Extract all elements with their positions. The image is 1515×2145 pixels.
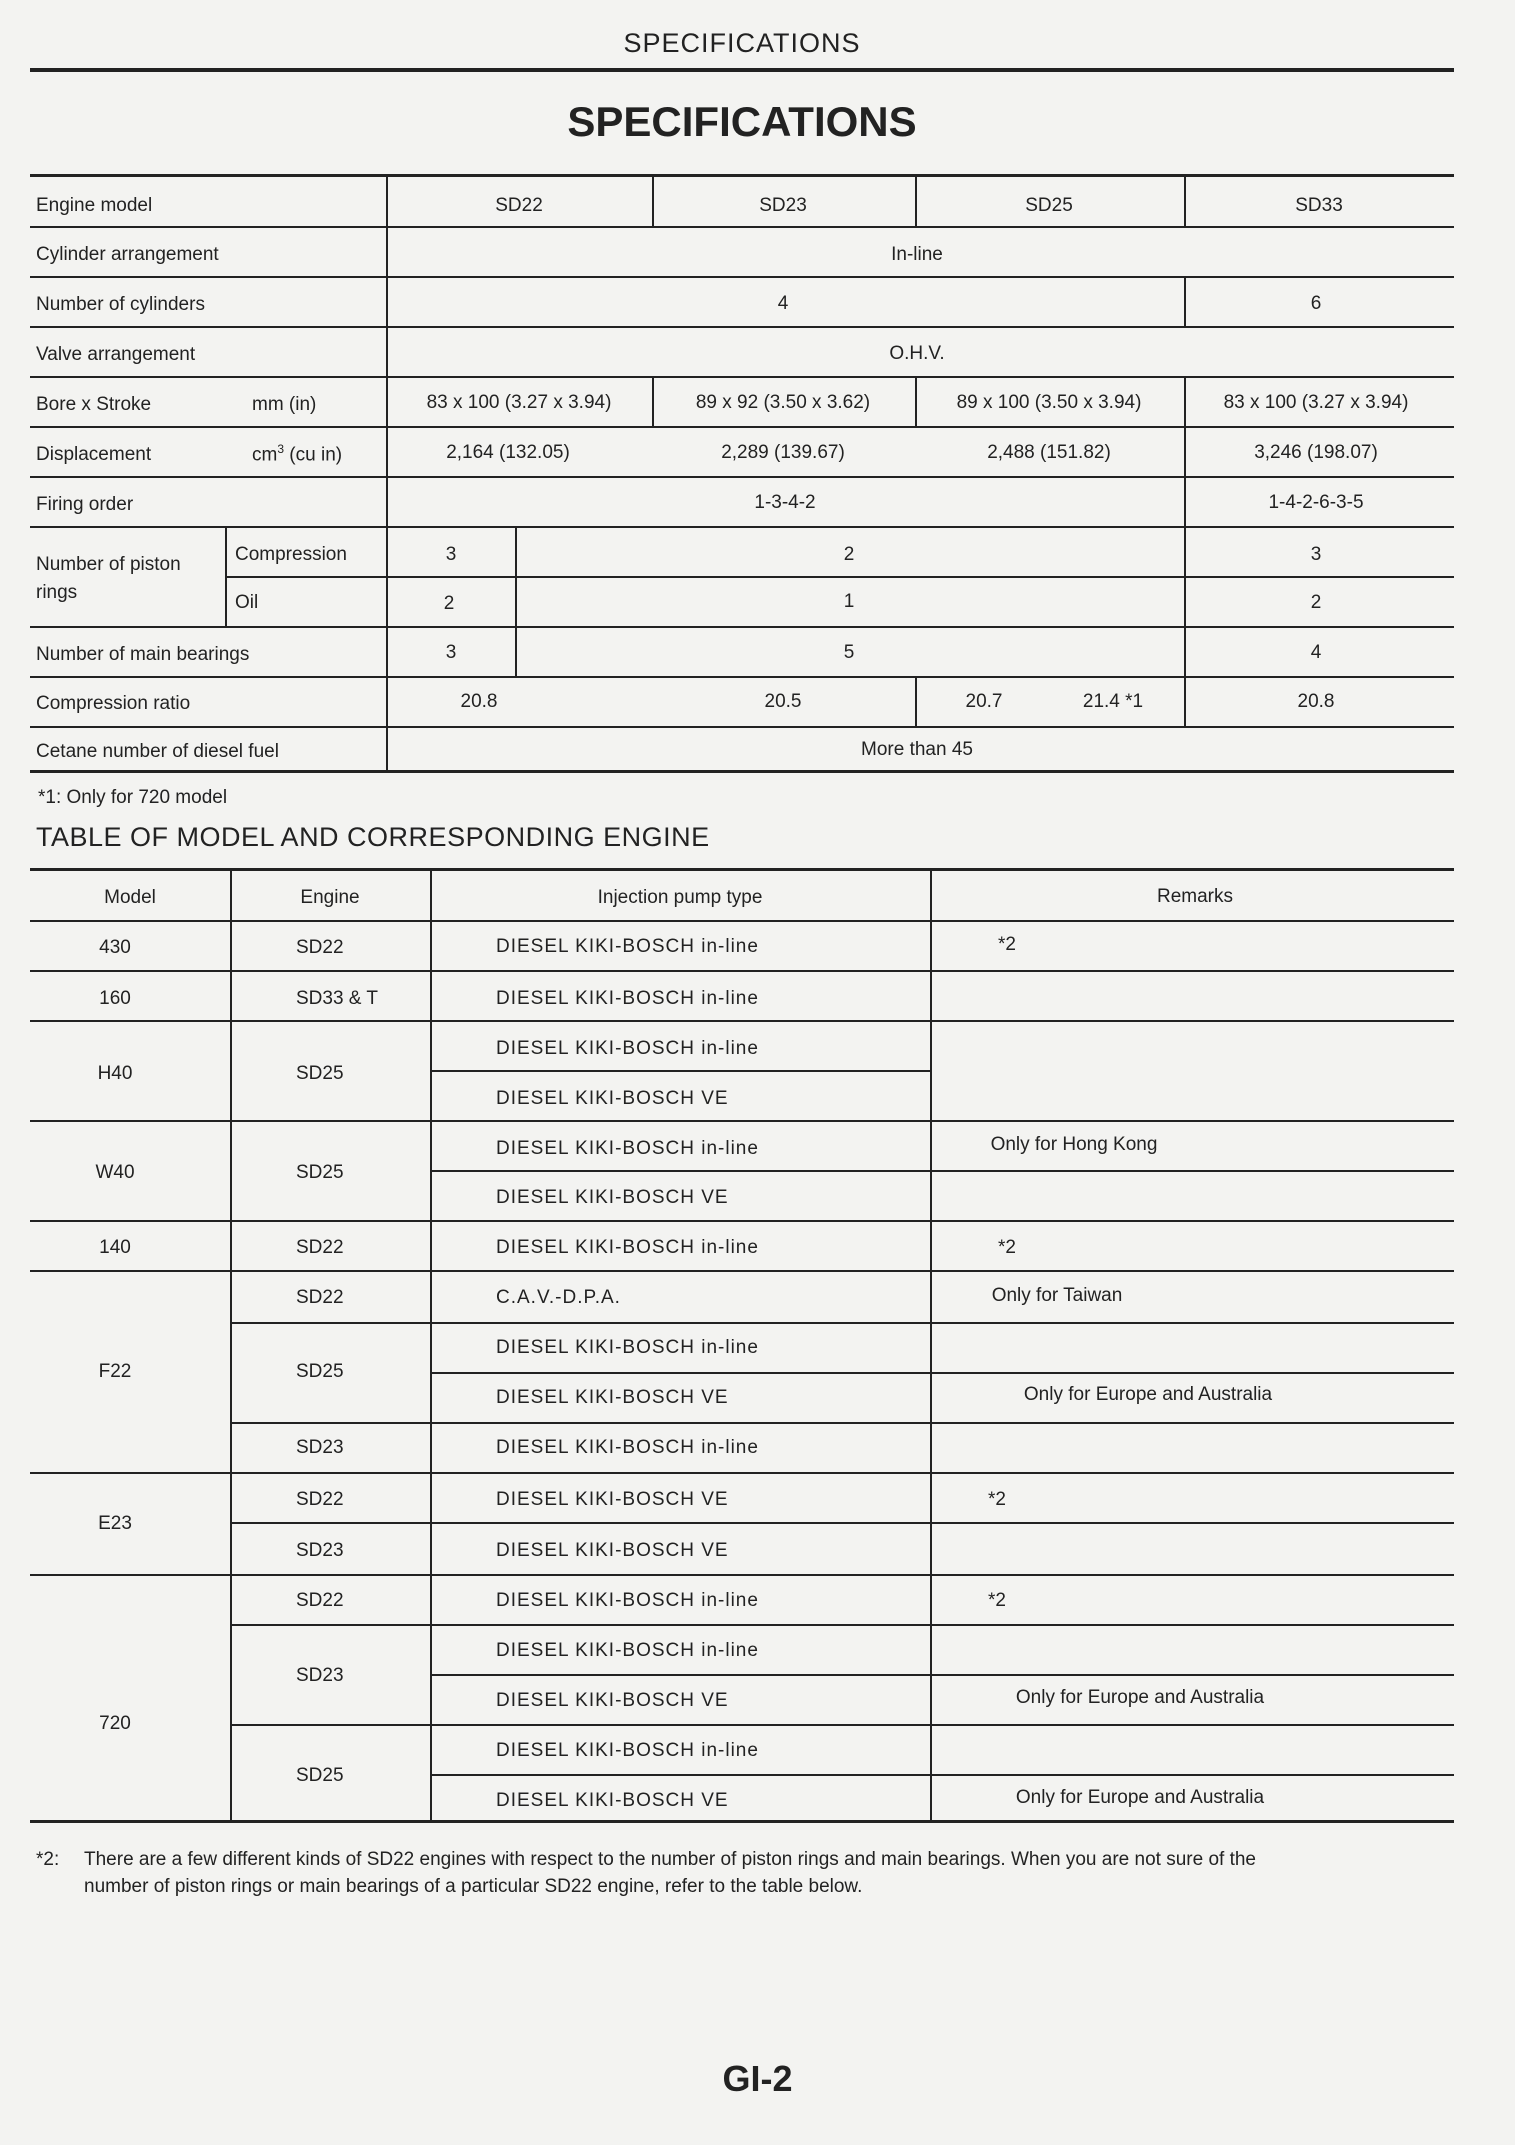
firing-order-sd22-25: 1-3-4-2 <box>754 492 816 513</box>
model-720: 720 <box>99 1713 131 1734</box>
model-rule-top <box>30 868 1454 871</box>
firing-order-label: Firing order <box>36 494 134 515</box>
model-rule <box>430 1774 1454 1776</box>
model-sd25-header: SD25 <box>1025 195 1073 216</box>
spec-rule <box>225 576 1454 578</box>
oil-rings-sd33: 2 <box>1310 592 1322 613</box>
pump-cell: DIESEL KIKI-BOSCH VE <box>496 1088 729 1109</box>
remarks-cell: *2 <box>988 1489 1006 1510</box>
spec-rule <box>30 676 1454 678</box>
main-bearings-sd22: 3 <box>445 642 457 663</box>
compression-ratio-label: Compression ratio <box>36 693 191 714</box>
spec-vrule <box>515 526 517 676</box>
compression-ratio-sd23: 20.5 <box>764 691 802 712</box>
engine-cell: SD25 <box>296 1162 344 1183</box>
compression-ratio-sd25-a: 20.7 <box>965 691 1003 712</box>
engine-cell: SD22 <box>296 937 344 958</box>
compression-rings-sd33: 3 <box>1310 544 1322 565</box>
model-e23: E23 <box>98 1513 132 1534</box>
pump-header: Injection pump type <box>597 887 763 908</box>
engine-cell: SD23 <box>296 1540 344 1561</box>
pump-cell: C.A.V.-D.P.A. <box>496 1287 621 1308</box>
cetane-value: More than 45 <box>861 739 973 760</box>
remarks-cell: *2 <box>998 1237 1016 1258</box>
footnote-2-line2: number of piston rings or main bearings of a particular SD22 engine, refer to the table below. <box>84 1876 863 1897</box>
oil-rings-sd23-25: 1 <box>843 591 855 612</box>
displacement-sd22: 2,164 (132.05) <box>446 442 570 463</box>
displacement-sd23: 2,289 (139.67) <box>721 442 845 463</box>
spec-vrule <box>915 376 917 426</box>
pump-cell: DIESEL KIKI-BOSCH VE <box>496 1187 729 1208</box>
valve-arrangement-label: Valve arrangement <box>36 344 196 365</box>
bore-stroke-unit: mm (in) <box>252 394 317 415</box>
main-bearings-label: Number of main bearings <box>36 644 250 665</box>
model-rule <box>430 1674 1454 1676</box>
pump-cell: DIESEL KIKI-BOSCH in-line <box>496 1437 759 1458</box>
engine-model-label: Engine model <box>36 195 153 216</box>
compression-rings-sd23-25: 2 <box>843 544 855 565</box>
engine-cell: SD22 <box>296 1237 344 1258</box>
spec-vrule <box>1184 276 1186 326</box>
oil-rings-sd22: 2 <box>443 593 455 614</box>
spec-rule <box>30 376 1454 378</box>
firing-order-sd33: 1-4-2-6-3-5 <box>1268 492 1364 513</box>
pump-cell: DIESEL KIKI-BOSCH VE <box>496 1690 729 1711</box>
model-rule <box>430 1170 1454 1172</box>
compression-rings-sd22: 3 <box>445 544 457 565</box>
engine-cell: SD22 <box>296 1287 344 1308</box>
piston-rings-label-line1: Number of piston <box>36 554 181 575</box>
unit-cuin: (cu in) <box>284 444 343 466</box>
engine-cell: SD23 <box>296 1437 344 1458</box>
unit-superscript: 3 <box>277 442 285 456</box>
pump-cell: DIESEL KIKI-BOSCH VE <box>496 1387 729 1408</box>
model-430: 430 <box>99 937 131 958</box>
compression-rings-label: Compression <box>235 544 347 565</box>
spec-rule <box>30 326 1454 328</box>
header-rule <box>30 68 1454 72</box>
footnote-2-marker: *2: <box>36 1849 60 1870</box>
model-rule <box>30 1120 1454 1122</box>
unit-cm: cm <box>252 444 278 466</box>
model-rule <box>230 1322 1454 1324</box>
model-rule <box>230 1624 1454 1626</box>
main-bearings-sd33: 4 <box>1310 642 1322 663</box>
displacement-unit <box>252 443 342 464</box>
bore-stroke-sd25: 89 x 100 (3.50 x 3.94) <box>956 392 1142 413</box>
spec-vrule <box>1184 676 1186 726</box>
model-sd33-header: SD33 <box>1295 195 1343 216</box>
spec-vrule <box>386 176 388 770</box>
model-vrule <box>430 870 432 1820</box>
remarks-cell: *2 <box>988 1590 1006 1611</box>
model-sd22-header: SD22 <box>495 195 543 216</box>
spec-vrule <box>225 526 227 626</box>
spec-rule-top <box>30 174 1454 177</box>
model-table-title: TABLE OF MODEL AND CORRESPONDING ENGINE <box>36 822 710 852</box>
main-bearings-sd23-25: 5 <box>843 642 855 663</box>
number-of-cylinders-label: Number of cylinders <box>36 294 205 315</box>
spec-vrule <box>1184 176 1186 226</box>
bore-stroke-sd23: 89 x 92 (3.50 x 3.62) <box>695 392 871 413</box>
model-rule <box>30 1020 1454 1022</box>
spec-vrule <box>652 176 654 226</box>
piston-rings-label-line2: rings <box>36 582 78 603</box>
running-head: SPECIFICATIONS <box>623 28 861 58</box>
remarks-cell: *2 <box>998 934 1016 955</box>
model-rule <box>30 1574 1454 1576</box>
model-160: 160 <box>99 988 131 1009</box>
model-header: Model <box>104 887 156 908</box>
spec-rule <box>30 276 1454 278</box>
cylinder-arrangement-value: In-line <box>891 244 943 265</box>
page-number: GI-2 <box>722 2058 793 2099</box>
spec-vrule <box>652 376 654 426</box>
pump-cell: DIESEL KIKI-BOSCH VE <box>496 1790 729 1811</box>
model-w40: W40 <box>95 1162 135 1183</box>
engine-cell: SD22 <box>296 1590 344 1611</box>
pump-cell: DIESEL KIKI-BOSCH VE <box>496 1489 729 1510</box>
model-rule <box>30 970 1454 972</box>
footnote-2-line1: There are a few different kinds of SD22 engines with respect to the number of piston rings and main bearings. When you are not sure of the <box>84 1849 1256 1870</box>
model-rule <box>430 1372 1454 1374</box>
remarks-cell: Only for Europe and Australia <box>1015 1687 1265 1708</box>
spec-vrule <box>1184 476 1186 526</box>
remarks-cell: Only for Europe and Australia <box>1015 1787 1265 1808</box>
spec-footnote-1: *1: Only for 720 model <box>38 787 228 808</box>
spec-rule <box>30 726 1454 728</box>
engine-header: Engine <box>300 887 360 908</box>
model-rule <box>430 1070 930 1072</box>
displacement-sd25: 2,488 (151.82) <box>987 442 1111 463</box>
compression-ratio-sd25-b: 21.4 *1 <box>1082 691 1144 712</box>
model-vrule <box>930 870 932 1820</box>
model-rule <box>30 1270 1454 1272</box>
spec-rule <box>30 626 1454 628</box>
model-rule <box>230 1522 1454 1524</box>
remarks-cell: Only for Taiwan <box>991 1285 1123 1306</box>
spec-rule <box>30 476 1454 478</box>
remarks-cell: Only for Hong Kong <box>990 1134 1158 1155</box>
pump-cell: DIESEL KIKI-BOSCH in-line <box>496 988 759 1009</box>
spec-vrule <box>1184 376 1186 476</box>
pump-cell: DIESEL KIKI-BOSCH in-line <box>496 936 759 957</box>
model-vrule <box>230 870 232 1820</box>
pump-cell: DIESEL KIKI-BOSCH VE <box>496 1540 729 1561</box>
model-rule <box>30 1220 1454 1222</box>
engine-cell: SD33 & T <box>296 988 379 1009</box>
cylinder-arrangement-label: Cylinder arrangement <box>36 244 219 265</box>
model-f22: F22 <box>98 1361 132 1382</box>
compression-ratio-sd33: 20.8 <box>1297 691 1335 712</box>
model-rule <box>30 920 1454 922</box>
displacement-sd33: 3,246 (198.07) <box>1254 442 1378 463</box>
pump-cell: DIESEL KIKI-BOSCH in-line <box>496 1740 759 1761</box>
cetane-label: Cetane number of diesel fuel <box>36 741 279 762</box>
engine-cell: SD25 <box>296 1765 344 1786</box>
remarks-header: Remarks <box>1156 886 1234 907</box>
pump-cell: DIESEL KIKI-BOSCH in-line <box>496 1237 759 1258</box>
engine-cell: SD25 <box>296 1361 344 1382</box>
engine-cell: SD23 <box>296 1665 344 1686</box>
spec-rule <box>30 226 1454 228</box>
model-rule-bottom <box>30 1820 1454 1823</box>
model-rule <box>230 1724 1454 1726</box>
cylinders-sd22-25: 4 <box>777 293 789 314</box>
displacement-label: Displacement <box>36 444 152 465</box>
pump-cell: DIESEL KIKI-BOSCH in-line <box>496 1038 759 1059</box>
spec-vrule <box>1184 526 1186 676</box>
valve-arrangement-value: O.H.V. <box>889 343 945 364</box>
model-h40: H40 <box>97 1063 133 1084</box>
spec-vrule <box>915 176 917 226</box>
engine-cell: SD22 <box>296 1489 344 1510</box>
bore-stroke-sd22: 83 x 100 (3.27 x 3.94) <box>426 392 612 413</box>
model-140: 140 <box>99 1237 131 1258</box>
model-sd23-header: SD23 <box>759 195 807 216</box>
model-rule <box>30 1472 1454 1474</box>
compression-ratio-sd22: 20.8 <box>460 691 498 712</box>
pump-cell: DIESEL KIKI-BOSCH in-line <box>496 1590 759 1611</box>
pump-cell: DIESEL KIKI-BOSCH in-line <box>496 1138 759 1159</box>
pump-cell: DIESEL KIKI-BOSCH in-line <box>496 1337 759 1358</box>
cylinders-sd33: 6 <box>1310 293 1322 314</box>
spec-rule <box>30 426 1454 428</box>
bore-stroke-sd33: 83 x 100 (3.27 x 3.94) <box>1223 392 1409 413</box>
bore-stroke-label: Bore x Stroke <box>36 394 152 415</box>
remarks-cell: Only for Europe and Australia <box>1023 1384 1273 1405</box>
spec-rule <box>30 526 1454 528</box>
spec-vrule <box>915 676 917 726</box>
oil-rings-label: Oil <box>235 592 259 613</box>
engine-cell: SD25 <box>296 1063 344 1084</box>
pump-cell: DIESEL KIKI-BOSCH in-line <box>496 1640 759 1661</box>
page-title: SPECIFICATIONS <box>567 98 917 145</box>
model-rule <box>230 1422 1454 1424</box>
spec-rule-bottom <box>30 770 1454 773</box>
